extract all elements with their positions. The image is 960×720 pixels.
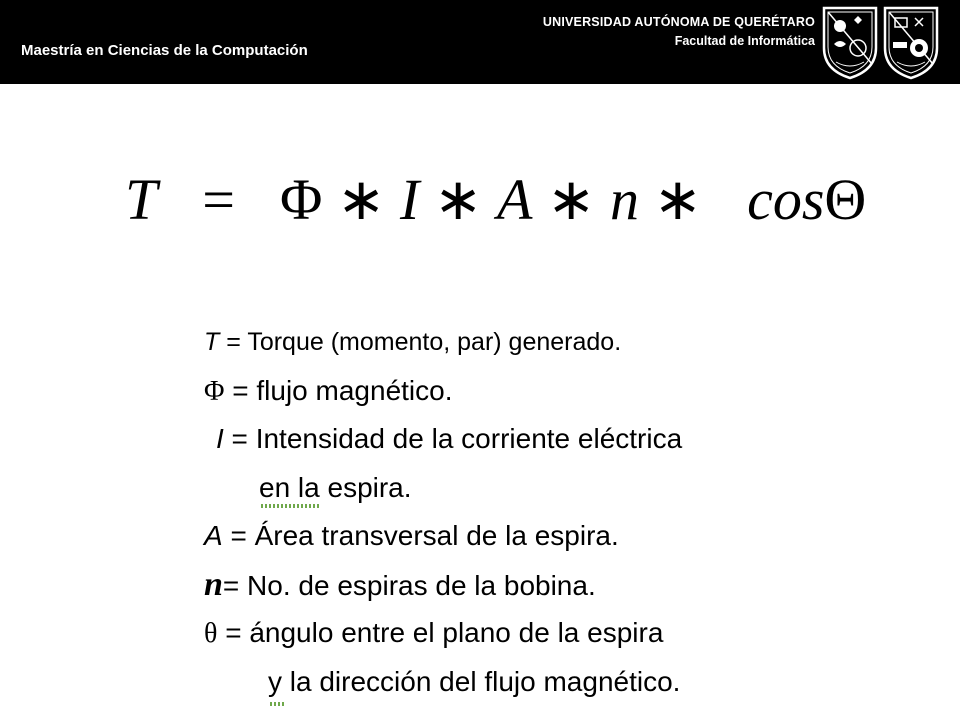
turns-definition: = No. de espiras de la bobina. xyxy=(222,569,596,601)
formula-torque-symbol: T xyxy=(125,167,158,232)
definition-flux xyxy=(204,371,682,420)
formula-equals: = xyxy=(202,167,235,232)
formula-multiply: ∗ xyxy=(546,167,596,232)
flux-definition: = flujo magnético. xyxy=(224,374,453,406)
university-name: UNIVERSIDAD AUTÓNOMA DE QUERÉTARO xyxy=(542,15,815,29)
program-title: Maestría en Ciencias de la Computación xyxy=(21,42,308,59)
area-definition: = Área transversal de la espira. xyxy=(222,520,619,551)
definition-area xyxy=(204,516,682,565)
spellcheck-underline xyxy=(259,504,321,508)
current-symbol: I xyxy=(216,423,224,454)
torque-symbol: T xyxy=(204,328,220,356)
theta-symbol: θ xyxy=(204,618,218,649)
formula-cos: cos xyxy=(747,167,825,232)
angle-definition: = ángulo entre el plano de la espira xyxy=(217,617,664,648)
definition-torque xyxy=(204,322,682,371)
phi-symbol: Φ xyxy=(204,375,225,407)
formula-current: I xyxy=(400,167,420,232)
formula-multiply: ∗ xyxy=(433,167,483,232)
formula-phi: Φ xyxy=(279,167,323,232)
fi-crest-icon xyxy=(881,4,941,80)
torque-formula xyxy=(125,160,867,240)
current-definition-continued: en la espira. xyxy=(259,471,412,503)
spellcheck-underline xyxy=(268,702,284,706)
uaq-crest-icon xyxy=(820,4,880,80)
definition-angle-continued xyxy=(204,662,682,711)
torque-definition: = Torque (momento, par) generado. xyxy=(219,328,622,356)
slide-header xyxy=(0,0,960,84)
definition-current xyxy=(204,419,682,468)
formula-area: A xyxy=(496,167,533,232)
formula-multiply: ∗ xyxy=(653,167,703,232)
current-definition: = Intensidad de la corriente eléctrica xyxy=(223,423,683,454)
angle-definition-continued: y la dirección del flujo magnético. xyxy=(268,665,681,697)
formula-theta: Θ xyxy=(824,167,867,232)
turns-symbol: n xyxy=(204,565,223,603)
variable-definitions xyxy=(204,322,682,710)
faculty-name: Facultad de Informática xyxy=(674,34,815,48)
definition-current-continued xyxy=(204,468,682,517)
formula-turns: n xyxy=(609,167,639,232)
area-symbol: A xyxy=(204,520,223,551)
definition-angle xyxy=(204,613,682,662)
definition-turns xyxy=(204,565,682,614)
formula-multiply: ∗ xyxy=(336,167,386,232)
